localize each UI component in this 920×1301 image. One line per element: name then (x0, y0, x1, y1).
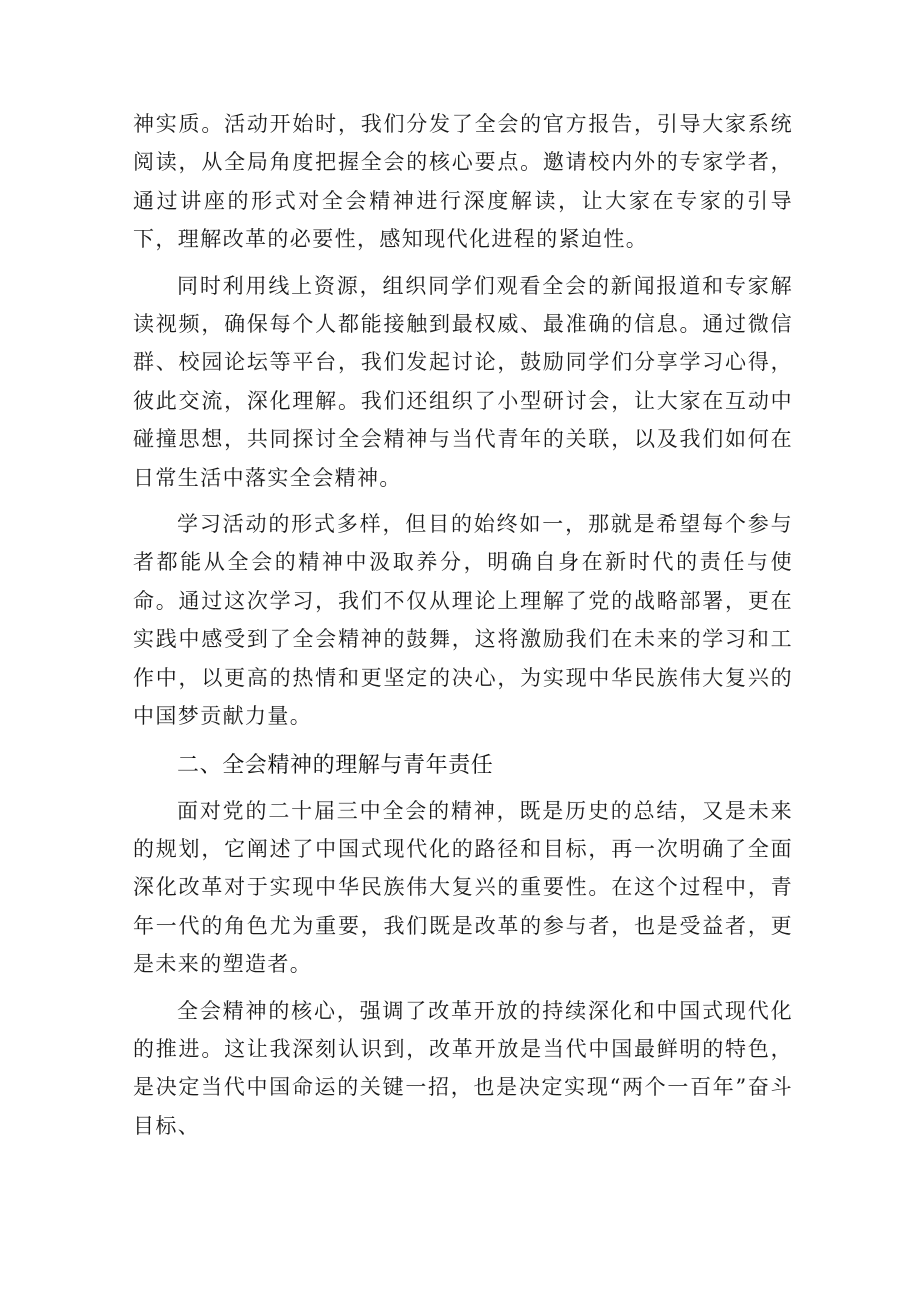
body-paragraph: 神实质。活动开始时，我们分发了全会的官方报告，引导大家系统阅读，从全局角度把握全会的核心要点。邀请校内外的专家学者，通过讲座的形式对全会精神进行深度解读，让大家在专家的引导下，理解改革的必要性，感知现代化进程的紧迫性。 (133, 112, 793, 252)
body-paragraph: 同时利用线上资源，组织同学们观看全会的新闻报道和专家解读视频，确保每个人都能接触到最权威、最准确的信息。通过微信群、校园论坛等平台，我们发起讨论，鼓励同学们分享学习心得，彼此交流，深化理解。我们还组织了小型研讨会，让大家在互动中碰撞思想，共同探讨全会精神与当代青年的关联，以及我们如何在日常生活中落实全会精神。 (133, 273, 793, 490)
body-paragraph: 学习活动的形式多样，但目的始终如一，那就是希望每个参与者都能从全会的精神中汲取养分，明确自身在新时代的责任与使命。通过这次学习，我们不仅从理论上理解了党的战略部署，更在实践中感受到了全会精神的鼓舞，这将激励我们在未来的学习和工作中，以更高的热情和更坚定的决心，为实现中华民族伟大复兴的中国梦贡献力量。 (133, 512, 793, 729)
body-paragraph: 全会精神的核心，强调了改革开放的持续深化和中国式现代化的推进。这让我深刻认识到，改革开放是当代中国最鲜明的特色，是决定当代中国命运的关键一招，也是决定实现“两个一百年”奋斗目标、 (133, 998, 793, 1138)
section-heading: 二、全会精神的理解与青年责任 (177, 752, 494, 778)
document-body (133, 105, 793, 1153)
body-paragraph: 面对党的二十届三中全会的精神，既是历史的总结，又是未来的规划，它阐述了中国式现代化的路径和目标，再一次明确了全面深化改革对于实现中华民族伟大复兴的重要性。在这个过程中，青年一代的角色尤为重要，我们既是改革的参与者，也是受益者，更是未来的塑造者。 (133, 798, 793, 977)
